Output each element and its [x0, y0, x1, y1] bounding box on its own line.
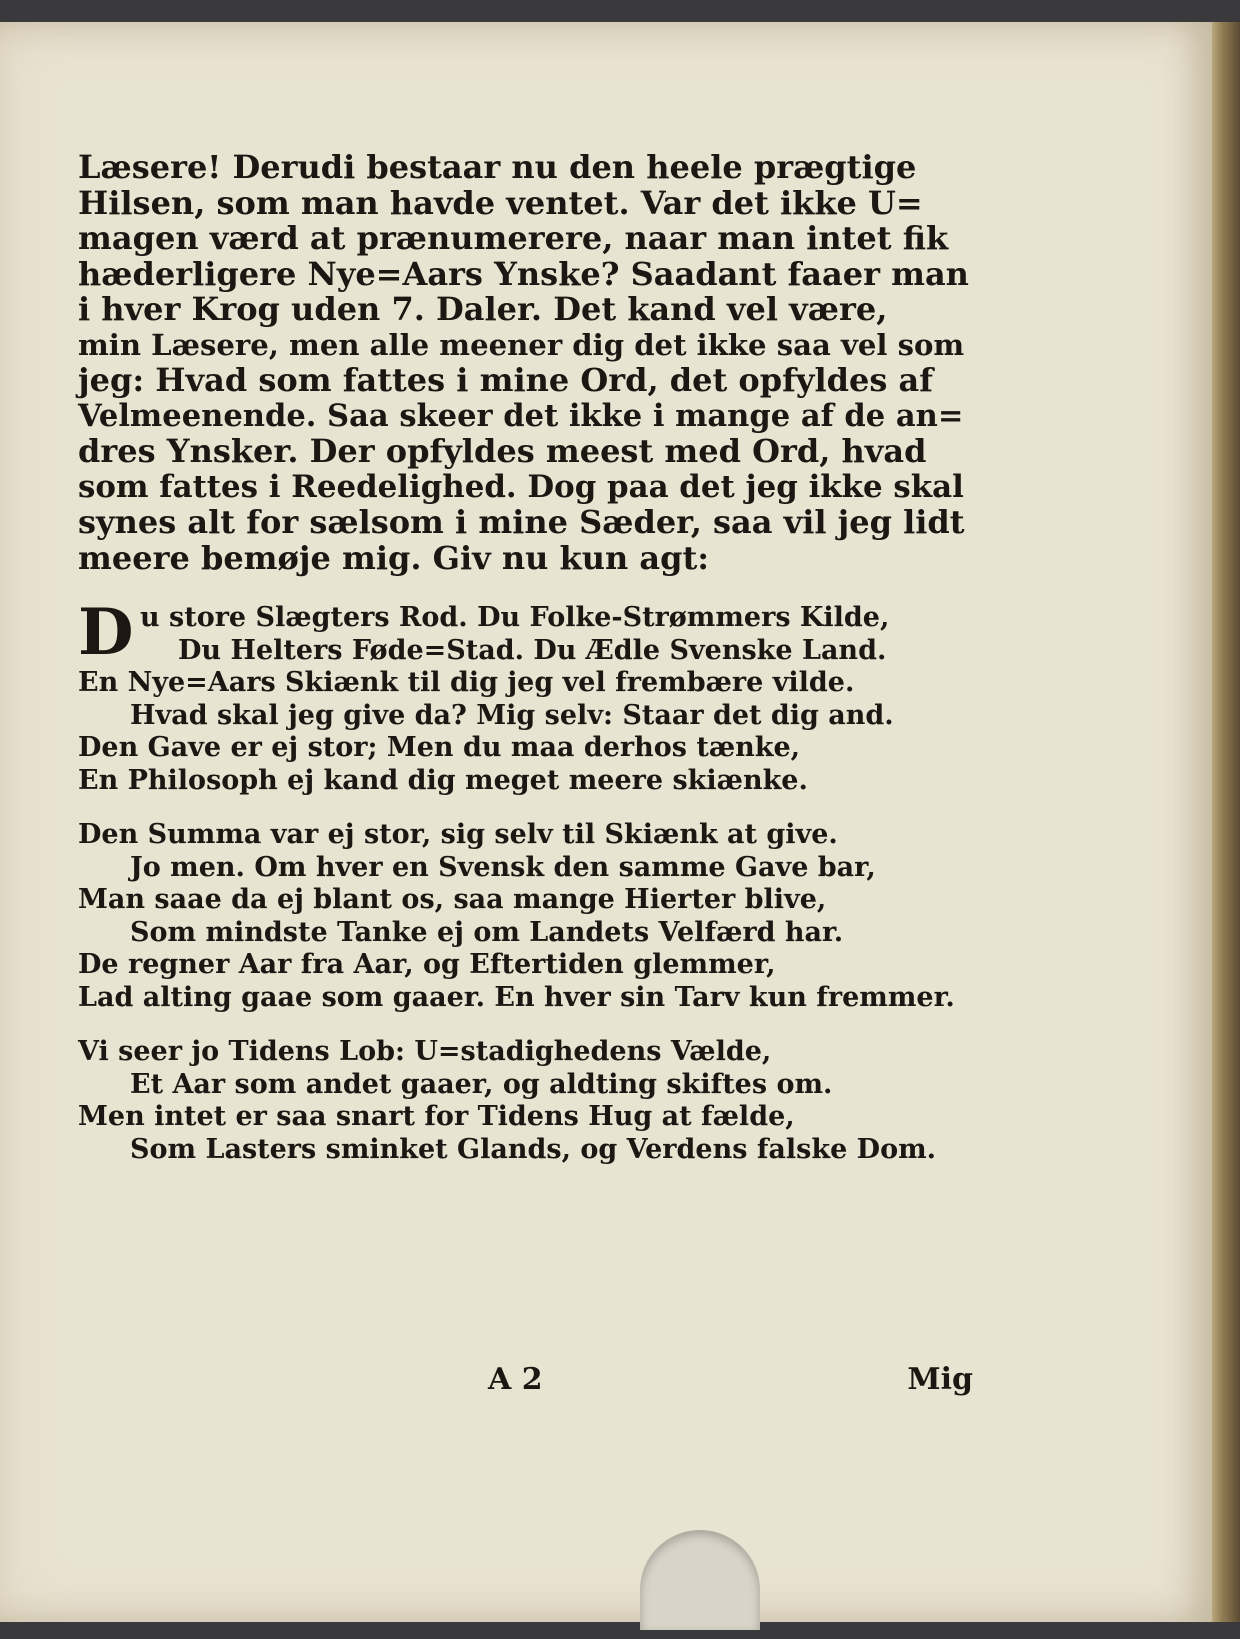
- stanza-3: [78, 1036, 973, 1166]
- prose-line: synes alt for sælsom i mine Sæder, saa vil jeg lidt: [78, 503, 965, 541]
- prose-line: i hver Krog uden 7. Daler. Det kand vel være,: [78, 290, 888, 328]
- stanza-2: [78, 819, 973, 1014]
- signature-mark: A 2: [488, 1362, 543, 1397]
- poem-line: Men intet er saa snart for Tidens Hug at fælde,: [78, 1101, 795, 1132]
- poem-line-text: u store Slægters Rod. Du Folke-Strømmers Kilde,: [140, 602, 890, 633]
- poem-line: Den Gave er ej stor; Men du maa derhos tænke,: [78, 732, 801, 763]
- poem-line: De regner Aar fra Aar, og Eftertiden glemmer,: [78, 949, 776, 980]
- prose-line: jeg: Hvad som fattes i mine Ord, det opfyldes af: [78, 361, 934, 399]
- prose-line: magen værd at prænumerere, naar man intet fik: [78, 219, 949, 257]
- stanza-1: [78, 595, 973, 797]
- prose-line: som fattes i Reedelighed. Dog paa det jeg ikke skal: [78, 468, 964, 505]
- poem-line: Lad alting gaae som gaaer. En hver sin Tarv kun fremmer.: [78, 981, 955, 1013]
- prose-line: dres Ynsker. Der opfyldes meest med Ord, hvad: [78, 432, 927, 470]
- poem-line: Hvad skal jeg give da? Mig selv: Staar det dig and.: [130, 699, 894, 731]
- poem-line: En Nye=Aars Skiænk til dig jeg vel frembære vilde.: [78, 667, 855, 698]
- page-edge: [1212, 22, 1240, 1622]
- prose-line: meere bemøje mig. Giv nu kun agt:: [78, 538, 710, 577]
- prose-line: min Læsere, men alle meener dig det ikke saa vel som: [78, 327, 965, 362]
- prose-line: Velmeenende. Saa skeer det ikke i mange af de an=: [78, 397, 964, 434]
- poem-line: En Philosoph ej kand dig meget meere skiænke.: [78, 764, 808, 796]
- poem-line: Du Helters Føde=Stad. Du Ædle Svenske Land.: [178, 634, 887, 666]
- poem-line: Som Lasters sminket Glands, og Verdens falske Dom.: [130, 1133, 937, 1165]
- poem-line: Som mindste Tanke ej om Landets Velfærd har.: [130, 916, 844, 948]
- prose-line: hæderligere Nye=Aars Ynske? Saadant faaer man: [78, 254, 969, 293]
- drop-cap: D: [78, 595, 134, 670]
- prose-line: Hilsen, som man havde ventet. Var det ikke U=: [78, 183, 923, 222]
- poem-line: Jo men. Om hver en Svensk den samme Gave bar,: [130, 851, 876, 883]
- prose-line: Læsere! Derudi bestaar nu den heele prægtige: [78, 148, 917, 186]
- catchword: Mig: [907, 1362, 973, 1397]
- poem-line: Vi seer jo Tidens Lob: U=stadighedens Vælde,: [78, 1036, 772, 1067]
- prose-paragraph: [78, 150, 973, 576]
- page-footer: [78, 1362, 973, 1402]
- page-text: [78, 150, 973, 1188]
- poem: [78, 595, 973, 1166]
- poem-line: Et Aar som andet gaaer, og aldting skiftes om.: [130, 1068, 833, 1100]
- poem-line: Man saae da ej blant os, saa mange Hierter blive,: [78, 884, 827, 915]
- poem-line: Den Summa var ej stor, sig selv til Skiænk at give.: [78, 819, 838, 850]
